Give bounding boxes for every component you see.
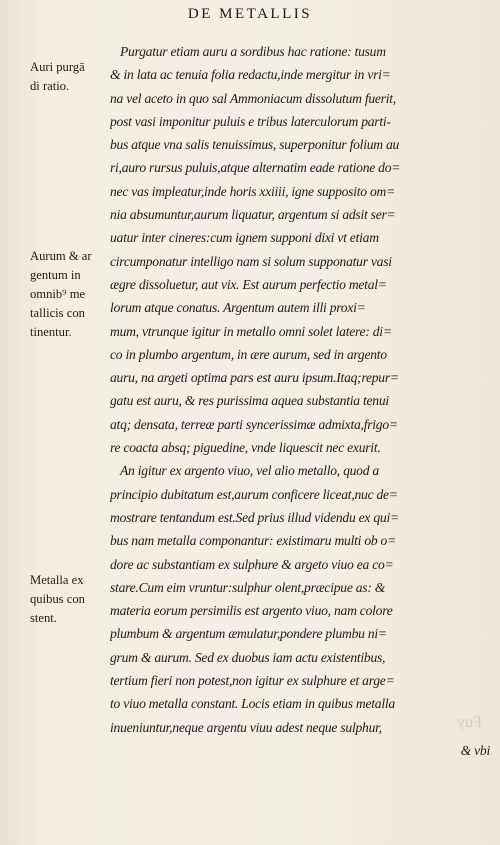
text-line: post vasi imponitur puluis e tribus laterculorum parti- [110,113,391,129]
text-line: mostrare tentandum est.Sed prius illud videndu ex qui= [110,509,399,525]
text-line: tertium fieri non potest,non igitur ex sulphure et arge= [110,673,395,689]
text-line: & in lata ac tenuia folia redactu,inde mergitur in vri= [110,67,391,83]
show-through-text: Fuy [457,714,482,731]
text-line: lorum atque conatus. Argentum autem illi proxi= [110,300,366,316]
margin-note-line: tallicis con [30,306,85,320]
text-line: stare.Cum eim vruntur:sulphur olent,præcipue as: & [110,579,386,595]
text-line: circumponatur intelligo nam si solum supponatur vasi [110,253,392,269]
text-line: nia absumuntur,aurum liquatur, argentum si adsit ser= [110,207,396,223]
margin-note-line: di ratio. [30,79,70,93]
text-line: dore ac substantiam ex sulphure & argeto viuo ea co= [110,556,394,572]
margin-note-line: gentum in [30,268,81,282]
body-text [110,40,490,762]
text-line: Purgatur etiam auru a sordibus hac ratione: tusum [120,44,386,59]
text-line: re coacta absq; piguedine, vnde liquescit nec exurit. [110,440,381,456]
margin-note-line: stent. [30,611,57,625]
margin-note-line: Aurum & ar [30,249,92,263]
text-line: inueniuntur,neque argentu viuu adest neque sulphur, [110,719,382,735]
text-line: bus nam metalla componantur: existimaru multi ob o= [110,533,397,549]
text-line: An igitur ex argento viuo, vel alio metallo, quod a [120,463,379,479]
text-line: mum, vtrunque igitur in metallo omni solet latere: di= [110,323,392,339]
text-line: grum & aurum. Sed ex duobus iam actu existentibus, [110,649,386,665]
text-line: plumbum & argentum æmulatur,pondere plumbu ni= [110,626,387,642]
text-line: bus atque vna salis tenuissimus, superponitur folium au [110,137,400,153]
text-line: nec vas impleatur,inde horis xxiiii, igne supposito om= [110,183,396,199]
margin-note-metalla [30,571,112,628]
text-line: gatu est auru, & res purissima aquea substantia tenui [110,393,389,409]
margin-note-line: Metalla ex [30,573,84,587]
margin-note-auri-purgandi [30,58,112,96]
text-line: na vel aceto in quo sal Ammoniacum dissolutum fuerit, [110,90,396,106]
text-line: ægre dissoluetur, aut vix. Est aurum perfectio metal= [110,276,387,292]
running-title: DE METALLIS [187,6,313,22]
text-line: co in plumbo argentum, in ære aurum, sed in argento [110,346,387,362]
text-line: materia eorum persimilis est argento viuo, nam colore [110,603,393,619]
margin-note-line: Auri purgā [30,60,85,74]
text-line: atq; densata, terreæ parti syncerissimæ admixta,frigo= [110,416,398,432]
margin-note-aurum-argentum [30,247,112,342]
margin-note-line: quibus con [30,592,85,606]
text-line: to viuo metalla constant. Locis etiam in quibus metalla [110,696,395,712]
text-line: ri,auro rursus puluis,atque alternatim eade ratione do= [110,160,401,176]
text-line: & vbi [460,742,490,758]
margin-note-line: tinentur. [30,325,72,339]
margin-note-line: omnib⁹ me [30,287,86,301]
text-line: principio dubitatum est,aurum conficere liceat,nuc de= [110,486,398,502]
text-line: uatur inter cineres:cum ignem supponi dixi vt etiam [110,230,379,246]
text-line: auru, na argeti optima pars est auru ipsum.Itaq;repur= [110,370,399,386]
